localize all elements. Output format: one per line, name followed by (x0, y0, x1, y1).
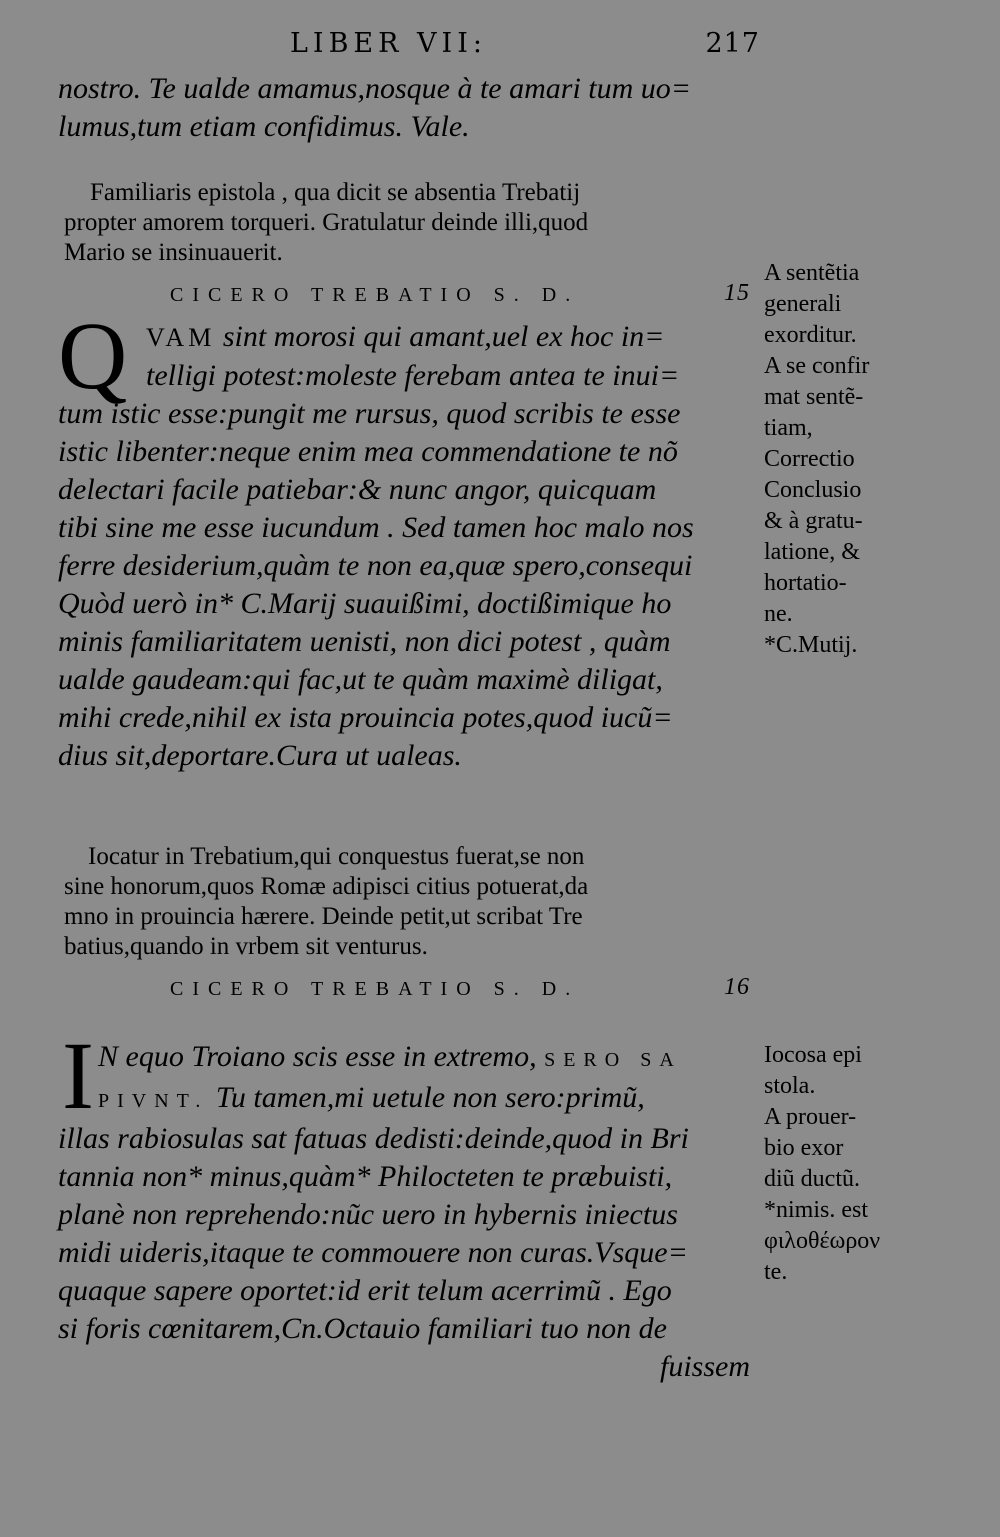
argument-line: Mario se insinuauerit. (64, 239, 283, 266)
drop-cap: Q (58, 302, 128, 409)
small-caps-text: PIVNT. (98, 1090, 209, 1112)
text-line: tannia non* minus,quàm* Philocteten te præbuisti, (58, 1160, 673, 1193)
letter-number: 16 (724, 974, 750, 1000)
previous-letter-ending (58, 70, 758, 146)
text-line: dius sit,deportare.Cura ut ualeas. (58, 739, 462, 772)
argument-line: mno in prouincia hærere. Deinde petit,ut scribat Tre (64, 903, 583, 930)
text-line (58, 1079, 758, 1120)
text-line: minis familiaritatem uenisti, non dici potest , quàm (58, 625, 671, 658)
letter-16-margin-notes (764, 1040, 1000, 1288)
letter-16-body (58, 1022, 758, 1386)
margin-note: tiam, (764, 415, 813, 441)
text-line: nostro. Te ualde amamus,nosque à te amari tum uo= (58, 72, 692, 105)
text-line: istic libenter:neque enim mea commendatione te nõ (58, 435, 678, 468)
argument-line: Iocatur in Trebatium,qui conquestus fuerat,se non (88, 843, 585, 870)
text-line: ualde gaudeam:qui fac,ut te quàm maximè diligat, (58, 663, 663, 696)
margin-note: stola. (764, 1073, 816, 1099)
text-fragment: Tu tamen,mi uetule non sero:primũ, (208, 1081, 645, 1114)
text-line (58, 318, 758, 357)
margin-note: Conclusio (764, 477, 862, 503)
text-line: mihi crede,nihil ex ista prouincia potes,quod iucũ= (58, 701, 673, 734)
text-line: telligi potest:moleste ferebam antea te inui= (146, 359, 680, 392)
letter-number: 15 (724, 280, 750, 306)
lead-caps: VAM (146, 323, 216, 352)
margin-note: A sentẽtia (764, 260, 860, 286)
argument-line: batius,quando in vrbem sit venturus. (64, 933, 428, 960)
text-line: illas rabiosulas sat fatuas dedisti:deinde,quod in Bri (58, 1122, 689, 1155)
margin-note: hortatio- (764, 570, 847, 596)
letter-16-argument (64, 842, 764, 962)
running-head: LIBER VII: (290, 28, 487, 59)
letter-15-margin-notes (764, 258, 1000, 661)
margin-note: generali (764, 291, 842, 317)
margin-note: & à gratu- (764, 508, 863, 534)
margin-note: Correctio (764, 446, 855, 472)
letter-15-body (58, 302, 758, 775)
margin-note: bio exor (764, 1135, 844, 1161)
margin-note: ne. (764, 601, 793, 627)
drop-cap: I (62, 1022, 94, 1129)
margin-note: mat sentẽ- (764, 384, 864, 410)
small-caps-text: SERO SA (544, 1049, 682, 1071)
text-line: lumus,tum etiam confidimus. Vale. (58, 110, 470, 143)
catchword: fuissem (660, 1350, 750, 1383)
margin-note: *nimis. est (764, 1197, 869, 1223)
text-line: tibi sine me esse iucundum . Sed tamen hoc malo nos (58, 511, 694, 544)
margin-note: te. (764, 1259, 788, 1285)
text-fragment: N equo Troiano scis esse in extremo, (98, 1040, 537, 1073)
argument-line: propter amorem torqueri. Gratulatur deinde illi,quod (64, 209, 589, 236)
text-fragment: sint morosi qui amant,uel ex hoc in= (215, 320, 665, 353)
text-line: Quòd uerò in* C.Marij suauißimi, doctißimique ho (58, 587, 672, 620)
page-header (270, 28, 760, 68)
margin-note: *C.Mutij. (764, 632, 858, 658)
argument-line: Familiaris epistola , qua dicit se absentia Trebatij (90, 179, 581, 206)
text-line: midi uideris,itaque te commouere non curas.Vsque= (58, 1236, 688, 1269)
text-line: ferre desiderium,quàm te non ea,quæ spero,consequi (58, 549, 693, 582)
argument-line: sine honorum,quos Romæ adipisci citius potuerat,da (64, 873, 589, 900)
text-line: tum istic esse:pungit me rursus, quod scribis te esse (58, 397, 681, 430)
heading-text: CICERO TREBATIO S. D. (170, 284, 580, 306)
margin-note: diũ ductũ. (764, 1166, 860, 1192)
text-line: si foris cœnitarem,Cn.Octauio familiari tuo non de (58, 1312, 667, 1345)
text-line: quaque sapere oportet:id erit telum acerrimũ . Ego (58, 1274, 672, 1307)
letter-15-argument (64, 178, 764, 268)
letter-15-heading (170, 280, 750, 307)
margin-note: A se confir (764, 353, 870, 379)
margin-note: Iocosa epi (764, 1042, 862, 1068)
margin-note: A prouer- (764, 1104, 857, 1130)
text-line (58, 1038, 758, 1079)
page-number: 217 (705, 28, 760, 59)
margin-note: φιλοθέωρον (764, 1228, 881, 1254)
heading-text: CICERO TREBATIO S. D. (170, 978, 580, 1000)
text-line: delectari facile patiebar:& nunc angor, quicquam (58, 473, 657, 506)
margin-note: exorditur. (764, 322, 857, 348)
margin-note: latione, & (764, 539, 860, 565)
letter-16-heading (170, 974, 750, 1001)
text-line: planè non reprehendo:nũc uero in hybernis iniectus (58, 1198, 678, 1231)
